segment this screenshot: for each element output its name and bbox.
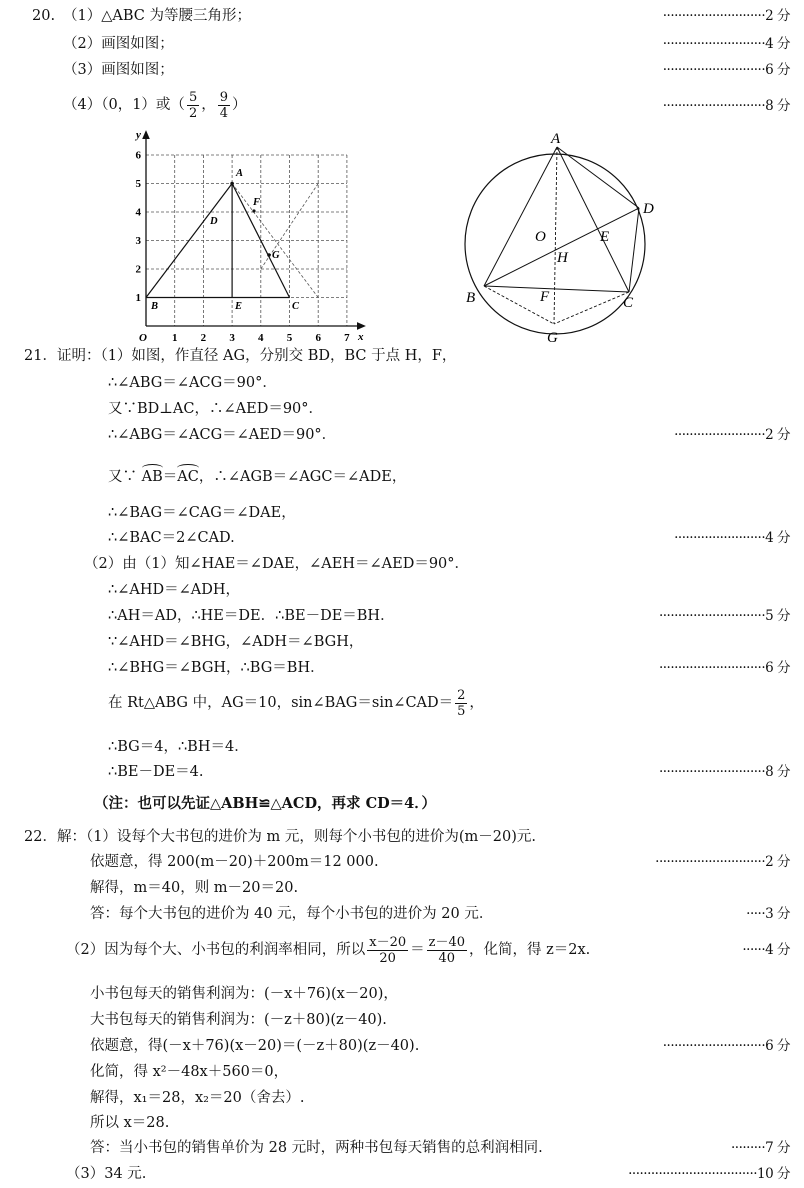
fraction-5-2 [187,90,199,121]
chord-BD [484,208,639,286]
circle-center-O: O [535,229,546,245]
q22-line-5 [66,930,590,970]
q22-line-1: 22．解：（1）设每个大书包的进价为 m 元，则每个小书包的进价为(m－20)元. [24,829,537,845]
x-tick-3: 3 [229,332,235,344]
q22-line-11: 所以 x＝28. [90,1115,170,1131]
circle-figure [452,124,682,346]
coordinate-grid-figure [126,124,376,344]
circle-point-F: F [540,289,550,305]
q20-score-4: ···························8 分 [662,98,790,114]
y-tick-6: 6 [135,149,141,162]
q22-line-10: 解得，x₁＝28，x₂＝20（舍去）. [90,1090,305,1106]
frac-numerator: z－40 [428,934,466,950]
circle-point-D: D [643,201,654,217]
q21-score-4: ························4 分 [674,530,790,546]
q22-score-3: ·····3 分 [746,906,790,922]
y-axis-label: y [136,129,141,141]
q22-line-8: 依题意，得(－x＋76)(x－20)＝(－z＋80)(z－40). [90,1038,420,1054]
q21-line-5-mid: ＝ [162,469,178,485]
fraction-z-40 [427,935,467,966]
frac-numerator: 2 [457,687,466,703]
frac-denominator: 2 [188,105,198,121]
circle-point-G: G [547,330,558,346]
q22-line-13: （3）34 元. [66,1166,147,1182]
q21-score-5: ····························5 分 [658,608,790,624]
q21-score-6: ····························6 分 [658,660,790,676]
q21-line-5-pre: 又∵ [108,469,142,485]
grid-point-D: D [210,216,218,227]
chord-AD [557,147,639,208]
x-tick-5: 5 [286,332,293,344]
q22-line-5-post: ，化简，得 z＝2x. [469,942,591,958]
grid-point-E: E [235,301,243,312]
arc-AC: AC [177,464,199,487]
q20-score-2: ···························4 分 [662,36,790,52]
q20-score-3: ···························6 分 [662,62,790,78]
q21-line-5 [108,464,406,487]
q21-line-14: ∴BG＝4，∴BH＝4． [108,739,249,755]
q21-line-6: ∴∠BAG＝∠CAG＝∠DAE， [108,505,296,521]
frac-denominator: 40 [438,950,456,966]
circle-point-E: E [600,229,610,245]
q20-part4-sep: ， [201,97,216,113]
frac-denominator: 5 [457,703,466,719]
q22-line-7: 大书包每天的销售利润为：(－z＋80)(z－40). [90,1012,387,1028]
chord-AC [557,147,629,292]
q22-line-6: 小书包每天的销售利润为：(－x＋76)(x－20)， [90,986,398,1002]
circle-point-B: B [466,290,476,306]
arc-AB: AB [142,464,163,487]
q22-score-4: ······4 分 [742,942,790,958]
diameter-AG [554,147,557,324]
y-tick-1: 1 [135,292,141,304]
y-tick-5: 5 [135,178,141,190]
q22-line-4: 答：每个大书包的进价为 40 元，每个小书包的进价为 20 元． [90,906,494,922]
q21-line-7: ∴∠BAC＝2∠CAD. [108,530,235,546]
q21-line-13-post: ， [469,695,484,711]
x-tick-4: 4 [258,332,264,344]
grid-point-G: G [272,250,280,261]
q21-line-3: 又∵BD⊥AC，∴∠AED＝90°． [108,401,324,417]
fraction-x-20 [367,935,408,966]
q21-line-5-post: ，∴∠AGB＝∠AGC＝∠ADE， [198,469,407,485]
x-axis-label: x [358,331,364,343]
q22-score-10: ··································10 分 [628,1166,790,1182]
q21-line-15: ∴BE－DE＝4. [108,764,204,780]
q21-note: （注：也可以先证△ABH≌△ACD，再求 CD＝4．） [94,795,437,812]
q21-line-13-pre: 在 Rt△ABG 中，AG＝10，sin∠BAG＝sin∠CAD＝ [108,695,454,711]
frac-denominator: 20 [379,950,396,966]
q21-line-1: 21．证明：（1）如图，作直径 AG，分别交 BD，BC 于点 H，F， [24,348,457,364]
frac-denominator: 4 [219,105,228,121]
frac-numerator: x－20 [369,934,407,950]
q20-part4 [63,88,247,122]
chord-AB [484,147,557,286]
q21-line-4: ∴∠ABG＝∠ACG＝∠AED＝90°． [108,427,337,443]
x-tick-2: 2 [200,332,207,344]
origin-label: O [139,332,147,344]
grid-point-A: A [236,168,244,179]
q20-part1: （1）△ABC 为等腰三角形； [63,8,251,24]
q21-score-8: ····························8 分 [658,764,790,780]
fraction-9-4 [218,90,230,121]
y-tick-4: 4 [135,206,141,219]
q20-part3: （3）画图如图； [63,62,174,78]
circle-point-A: A [551,131,561,147]
q22-score-2: ·····························2 分 [655,854,790,870]
x-tick-7: 7 [344,332,350,344]
q20-number: 20. [32,8,56,24]
circle-point-H: H [557,250,568,266]
q21-line-11: ∵∠AHD＝∠BHG，∠ADH＝∠BGH， [108,634,364,650]
q21-line-10: ∴AH＝AD，∴HE＝DE．∴BE－DE＝BH． [108,608,395,624]
q21-line-12: ∴∠BHG＝∠BGH，∴BG＝BH． [108,660,325,676]
q21-line-2: ∴∠ABG＝∠ACG＝90°． [108,375,277,391]
q22-line-2: 依题意，得 200(m－20)＋200m＝12 000. [90,854,379,870]
q22-line-5-eq: ＝ [410,942,425,958]
x-tick-1: 1 [171,332,178,344]
q20-part4-pre: （4）（0，1）或（ [63,97,185,113]
q22-line-3: 解得，m＝40，则 m－20＝20. [90,880,299,896]
q21-line-8: （2）由（1）知∠HAE＝∠DAE，∠AEH＝∠AED＝90°． [84,556,470,572]
x-tick-6: 6 [315,332,321,344]
q22-line-12: 答：当小书包的销售单价为 28 元时，两种书包每天销售的总利润相同. [90,1140,543,1156]
y-tick-3: 3 [135,235,141,247]
q20-score-1: ···························2 分 [662,8,790,24]
circle-point-C: C [623,295,634,311]
y-tick-2: 2 [135,263,141,276]
q21-line-13 [108,686,484,720]
frac-numerator: 9 [219,89,228,105]
grid-point-C: C [292,301,300,312]
chord-BC [484,286,629,292]
q21-line-9: ∴∠AHD＝∠ADH， [108,582,241,598]
frac-numerator: 5 [188,89,198,105]
fraction-2-5 [455,688,467,719]
grid-point-B: B [151,301,159,312]
q21-score-2: ························2 分 [674,427,790,443]
q22-score-6: ···························6 分 [662,1038,790,1054]
q20-part2: （2）画图如图； [63,36,174,52]
q22-line-5-pre: （2）因为每个大、小书包的利润率相同，所以 [66,942,366,958]
q22-line-9: 化简，得 x²－48x＋560＝0， [90,1064,289,1080]
q20-part4-post: ） [232,97,247,113]
q22-score-7: ·········7 分 [730,1140,790,1156]
grid-point-F: F [253,197,261,208]
